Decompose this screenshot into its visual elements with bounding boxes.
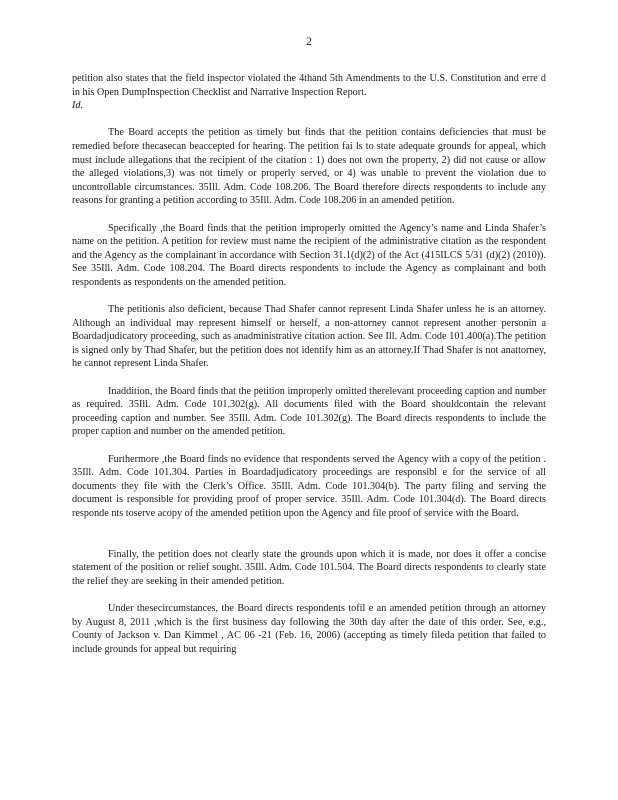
paragraph-omitted-names: Specifically ,the Board finds that the petition improperly omitted the Agency’s name and Linda Shafer’s name on the petition. A petition for review must name the recipient of the administrative citation as the respondent and the Agency as the complainant in accordance with Section 31.1(d)(2) of the Act (415ILCS 5/31 (d)(2) (2010)). See 35Ill. Adm. Code 108.204. The Board directs respondents to include the Agency as complainant and both respondents as respondents on the amended petition. [72,222,546,288]
paragraph-intro-continuation [72,72,546,113]
paragraph-service: Furthermore ,the Board finds no evidence that respondents served the Agency with a copy of the petition . 35Ill. Adm. Code 101.304. Parties in Boardadjudicatory proceedings are responsibl e for the service of all documents they file with the Clerk’s Office. 35Ill. Adm. Code 101.304(b). The party filing and serving the document is responsible for providing proof of proper service. 35Ill. Adm. Code 101.304(d). The Board directs responde nts toserve acopy of the amended petition upon the Agency and file proof of service with the Board. [72,453,546,519]
paragraph-text: petition also states that the field inspector violated the 4thand 5th Amendments to the U.S. Constitution and erre d in his Open DumpInspection Checklist and Narrative Inspection Report. [72,73,546,98]
paragraph-petition-timely: The Board accepts the petition as timely but finds that the petition contains deficiencies that must be remedied before thecasecan beaccepted for hearing. The petition fai ls to state adequate grounds for appeal, which must include allegations that the recipient of the citation : 1) does not own the property, 2) did not cause or allow the alleged violations,3) was not timely or properly served, or 4) was unable to prevent the violation due to uncontrollable circumstances. 35Ill. Adm. Code 108.206. The Board therefore directs respondents to include any reasons for granting a petition according to 35Ill. Adm. Code 108.206 in an amended petition. [72,127,546,207]
paragraph-representation: The petitionis also deficient, because Thad Shafer cannot represent Linda Shafer unless he is an attorney. Although an individual may represent himself or herself, a non-attorney cannot represent another personin a Boardadjudicatory proceeding, such as anadministrative citation action. See Ill. Adm. Code 101.400(a).The petition is signed only by Thad Shafer, but the petition does not identify him as an attorney.If Thad Shafer is not anattorney, he cannot represent Linda Shafer. [72,304,546,370]
paragraph-grounds: Finally, the petition does not clearly state the grounds upon which it is made, nor does it offer a concise statement of the position or relief sought. 35Ill. Adm. Code 101.504. The Board directs respondents to clearly state the relief they are seeking in their amended petition. [72,548,546,587]
paragraph-caption: Inaddition, the Board finds that the petition improperly omitted therelevant proceeding caption and number as required. 35Ill. Adm. Code 101.302(g). All documents filed with the Board shouldcontain the relevant proceeding caption and number. See 35Ill. Adm. Code 101.302(g). The Board directs respondents to include the proper caption and number on the amended petition. [72,385,546,438]
page-number: 2 [306,34,312,48]
citation-id: Id. [72,100,84,112]
paragraph-amended-deadline: Under thesecircumstances, the Board directs respondents tofil e an amended petition through an attorney by August 8, 2011 ,which is the first business day following the 30th day after the date of this order. See, e.g., County of Jackson v. Dan Kimmel , AC 06 -21 (Feb. 16, 2006) (accepting as timely fileda petition that failed to include grounds for appeal but requiring [72,602,546,655]
document-body [72,72,546,670]
